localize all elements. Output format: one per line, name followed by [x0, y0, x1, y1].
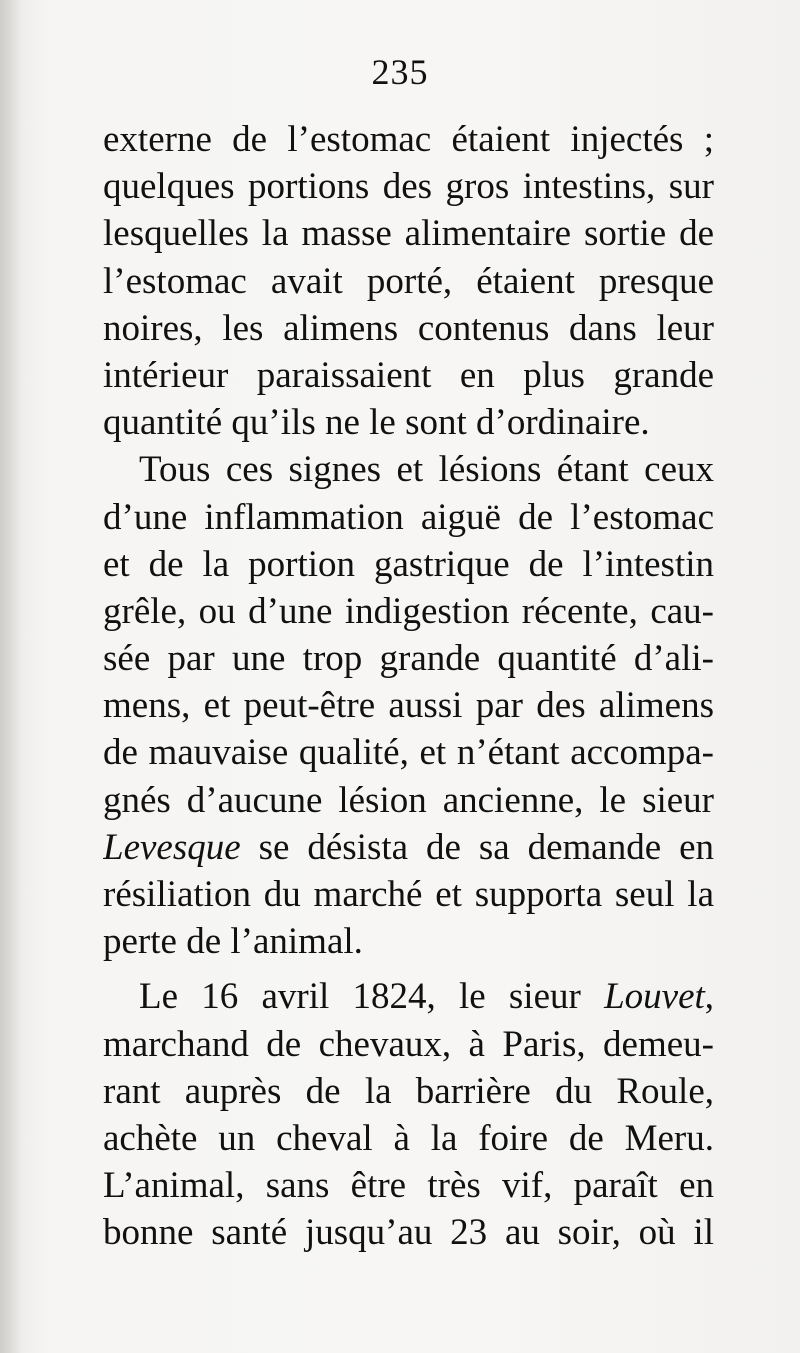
italic-name-louvet: Louvet — [604, 976, 705, 1018]
text-line-rest: se désista de sa demande en — [258, 826, 714, 868]
text-line: de mauvaise qualité, et n’étant accompa- — [103, 732, 714, 774]
text-line: bonne santé jusqu’au 23 au soir, où il — [103, 1212, 714, 1254]
text-line — [103, 824, 714, 871]
text-line: l’estomac avait porté, étaient presque — [103, 260, 714, 302]
text-line: rant auprès de la barrière du Roule, — [103, 1070, 714, 1112]
text-line-start: Le 16 avril 1824, le sieur — [139, 976, 581, 1018]
text-line: quelques portions des gros intestins, sur — [103, 166, 714, 208]
text-line: L’animal, sans être très vif, paraît en — [103, 1165, 714, 1207]
paragraph-gap — [103, 965, 714, 973]
text-line: lesquelles la masse alimentaire sortie de — [103, 213, 714, 255]
comma: , — [704, 976, 714, 1018]
text-line: et de la portion gastrique de l’intestin — [103, 543, 714, 585]
text-line: marchand de chevaux, à Paris, demeu- — [103, 1023, 714, 1065]
italic-name-levesque: Levesque — [103, 826, 241, 868]
page-body-text — [103, 116, 714, 1257]
page-gutter-shadow — [0, 0, 22, 1353]
text-line: noires, les alimens contenus dans leur — [103, 307, 714, 349]
text-line: résiliation du marché et supporta seul la — [103, 874, 714, 915]
text-line: sée par une trop grande quantité d’ali- — [103, 638, 714, 680]
text-line: perte de l’animal. — [103, 921, 363, 963]
text-line: quantité qu’ils ne le sont d’ordinaire. — [103, 402, 650, 444]
text-line: Tous ces signes et lésions étant ceux — [139, 449, 714, 491]
text-line: mens, et peut-être aussi par des alimens — [103, 685, 714, 727]
text-line: intérieur paraissaient en plus grande — [103, 354, 714, 396]
page-number: 235 — [371, 52, 429, 92]
text-line: grêle, ou d’une indigestion récente, cau- — [103, 590, 714, 632]
text-line: externe de l’estomac étaient injectés ; — [103, 119, 714, 160]
text-line: achète un cheval à la foire de Meru. — [103, 1117, 714, 1159]
text-line — [103, 973, 714, 1020]
text-line: gnés d’aucune lésion ancienne, le sieur — [103, 779, 714, 821]
text-line: d’une inflammation aiguë de l’estomac — [103, 496, 714, 538]
